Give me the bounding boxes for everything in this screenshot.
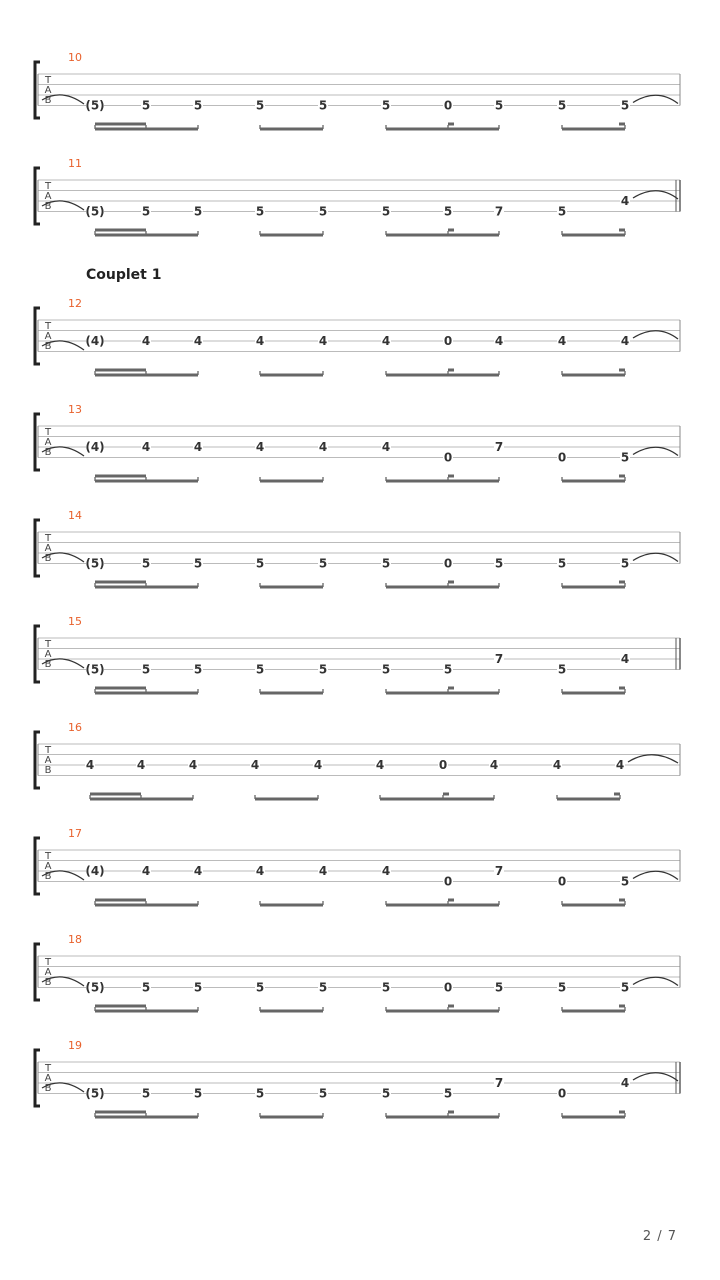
fret-number: 4 — [250, 758, 260, 772]
beam — [562, 904, 625, 907]
fret-number: 5 — [141, 1086, 151, 1101]
beam — [557, 798, 620, 801]
secondary-beam — [95, 687, 146, 690]
fret-number: 4 — [381, 334, 391, 348]
tab-system — [35, 509, 680, 589]
fret-number: 5 — [193, 556, 203, 571]
tab-system — [35, 933, 680, 1013]
secondary-beam — [619, 123, 625, 126]
fret-number: 7 — [494, 204, 504, 219]
secondary-beam — [448, 687, 454, 690]
section-label: Couplet 1 — [86, 267, 162, 283]
tab-clef-letter: T — [44, 1063, 52, 1074]
measure-number: 11 — [68, 157, 82, 170]
secondary-beam — [448, 123, 454, 126]
beam — [95, 586, 198, 589]
fret-number: 7 — [494, 864, 504, 878]
tab-clef-letter: B — [44, 765, 52, 776]
fret-number: 5 — [141, 556, 151, 571]
fret-number: 5 — [381, 98, 391, 113]
tab-system — [35, 51, 680, 131]
fret-number: 4 — [375, 758, 385, 772]
tab-clef-letter: T — [44, 957, 52, 968]
secondary-beam — [619, 581, 625, 584]
fret-number: 4 — [313, 758, 323, 772]
fret-number: 4 — [193, 864, 203, 878]
tab-clef-letter: A — [44, 967, 52, 978]
tie-out — [633, 331, 678, 339]
tie-out — [633, 447, 678, 455]
fret-number: (4) — [85, 334, 105, 348]
tab-clef-letter: T — [44, 75, 52, 86]
tab-system — [35, 157, 680, 237]
fret-number: 4 — [620, 334, 630, 348]
measure-number: 12 — [68, 297, 82, 310]
beam — [386, 480, 499, 483]
tab-system — [35, 721, 680, 801]
page-number: 2 / 7 — [642, 1229, 677, 1244]
secondary-beam — [95, 123, 146, 126]
beam — [90, 798, 193, 801]
fret-number: 4 — [489, 758, 499, 772]
fret-number: 5 — [193, 662, 203, 677]
fret-number: 5 — [255, 556, 265, 571]
fret-number: 7 — [494, 1076, 504, 1090]
fret-number: (4) — [85, 440, 105, 454]
fret-number: 0 — [443, 450, 453, 465]
fret-number: 0 — [557, 450, 567, 465]
beam — [260, 234, 323, 237]
fret-number: 4 — [494, 334, 504, 348]
fret-number: 4 — [557, 334, 567, 348]
beam — [95, 904, 198, 907]
beam — [95, 1116, 198, 1119]
fret-number: (5) — [85, 980, 105, 995]
fret-number: (4) — [85, 864, 105, 878]
tab-clef-letter: A — [44, 755, 52, 766]
secondary-beam — [448, 581, 454, 584]
fret-number: 4 — [615, 758, 625, 772]
fret-number: 4 — [255, 440, 265, 454]
tab-system — [35, 297, 680, 377]
fret-number: 7 — [494, 652, 504, 666]
fret-number: 5 — [557, 662, 567, 677]
tab-clef-letter: T — [44, 639, 52, 650]
beam — [562, 480, 625, 483]
fret-number: 4 — [85, 758, 95, 772]
fret-number: 0 — [443, 556, 453, 571]
secondary-beam — [448, 369, 454, 372]
fret-number: 0 — [443, 98, 453, 113]
beam — [95, 480, 198, 483]
secondary-beam — [95, 581, 146, 584]
beam — [260, 374, 323, 377]
fret-number: 4 — [136, 758, 146, 772]
beam — [386, 904, 499, 907]
fret-number: 5 — [255, 98, 265, 113]
fret-number: 4 — [193, 440, 203, 454]
beam — [386, 128, 499, 131]
secondary-beam — [95, 229, 146, 232]
tab-clef-letter: A — [44, 543, 52, 554]
measure-number: 13 — [68, 403, 82, 416]
fret-number: 5 — [620, 98, 630, 113]
fret-number: 0 — [443, 980, 453, 995]
fret-number: 5 — [443, 1086, 453, 1101]
beam — [260, 904, 323, 907]
fret-number: 5 — [620, 450, 630, 465]
fret-number: 4 — [381, 864, 391, 878]
beam — [260, 1116, 323, 1119]
fret-number: 0 — [443, 874, 453, 889]
fret-number: 5 — [255, 980, 265, 995]
tab-clef-letter: B — [44, 977, 52, 988]
secondary-beam — [95, 475, 146, 478]
fret-number: 5 — [557, 204, 567, 219]
fret-number: 5 — [620, 874, 630, 889]
fret-number: 5 — [318, 662, 328, 677]
fret-number: 5 — [557, 980, 567, 995]
tab-clef-letter: T — [44, 181, 52, 192]
fret-number: (5) — [85, 1086, 105, 1101]
beam — [95, 234, 198, 237]
fret-number: 0 — [438, 758, 448, 772]
fret-number: 4 — [193, 334, 203, 348]
fret-number: 5 — [381, 204, 391, 219]
secondary-beam — [90, 793, 141, 796]
measure-number: 14 — [68, 509, 82, 522]
secondary-beam — [448, 229, 454, 232]
tab-system — [35, 615, 680, 695]
fret-number: 4 — [141, 440, 151, 454]
beam — [260, 1010, 323, 1013]
tab-clef-letter: T — [44, 745, 52, 756]
beam — [562, 692, 625, 695]
fret-number: 5 — [494, 556, 504, 571]
tab-clef-letter: T — [44, 427, 52, 438]
secondary-beam — [443, 793, 449, 796]
tie-out — [633, 191, 678, 199]
secondary-beam — [448, 475, 454, 478]
tab-clef-letter: A — [44, 331, 52, 342]
fret-number: 0 — [557, 874, 567, 889]
tie-out — [633, 95, 678, 103]
fret-number: 5 — [193, 98, 203, 113]
beam — [386, 1116, 499, 1119]
beam — [260, 586, 323, 589]
fret-number: 5 — [318, 556, 328, 571]
fret-number: 0 — [443, 334, 453, 348]
beam — [380, 798, 494, 801]
fret-number: 5 — [443, 662, 453, 677]
secondary-beam — [619, 369, 625, 372]
fret-number: 5 — [494, 98, 504, 113]
secondary-beam — [619, 475, 625, 478]
secondary-beam — [614, 793, 620, 796]
fret-number: 4 — [620, 1076, 630, 1090]
tie-out — [628, 755, 678, 763]
fret-number: 5 — [318, 1086, 328, 1101]
tab-clef-letter: B — [44, 341, 52, 352]
tab-clef-letter: A — [44, 1073, 52, 1084]
fret-number: 5 — [381, 980, 391, 995]
fret-number: 5 — [318, 980, 328, 995]
tab-clef-letter: B — [44, 447, 52, 458]
beam — [95, 128, 198, 131]
measure-number: 17 — [68, 827, 82, 840]
fret-number: 5 — [193, 980, 203, 995]
fret-number: 5 — [381, 1086, 391, 1101]
measure-number: 19 — [68, 1039, 82, 1052]
fret-number: 4 — [318, 334, 328, 348]
tab-clef-letter: A — [44, 85, 52, 96]
beam — [260, 128, 323, 131]
fret-number: 4 — [318, 440, 328, 454]
fret-number: 5 — [381, 662, 391, 677]
beam — [386, 374, 499, 377]
beam — [386, 692, 499, 695]
fret-number: 5 — [141, 204, 151, 219]
secondary-beam — [619, 899, 625, 902]
beam — [562, 234, 625, 237]
fret-number: 5 — [255, 662, 265, 677]
measure-number: 15 — [68, 615, 82, 628]
fret-number: (5) — [85, 98, 105, 113]
tab-clef-letter: B — [44, 1083, 52, 1094]
tie-out — [633, 553, 678, 561]
beam — [95, 374, 198, 377]
fret-number: 7 — [494, 440, 504, 454]
fret-number: 5 — [318, 98, 328, 113]
fret-number: 4 — [318, 864, 328, 878]
fret-number: 4 — [141, 864, 151, 878]
beam — [562, 1010, 625, 1013]
tab-clef-letter: B — [44, 871, 52, 882]
tab-system — [35, 827, 680, 907]
secondary-beam — [619, 229, 625, 232]
fret-number: 4 — [620, 652, 630, 666]
fret-number: 5 — [494, 980, 504, 995]
beam — [260, 692, 323, 695]
secondary-beam — [448, 899, 454, 902]
fret-number: 5 — [557, 556, 567, 571]
fret-number: 5 — [620, 556, 630, 571]
fret-number: 5 — [255, 204, 265, 219]
beam — [562, 586, 625, 589]
beam — [386, 586, 499, 589]
secondary-beam — [448, 1111, 454, 1114]
secondary-beam — [95, 899, 146, 902]
tab-clef-letter: A — [44, 861, 52, 872]
measure-number: 10 — [68, 51, 82, 64]
tab-clef-letter: T — [44, 321, 52, 332]
fret-number: 5 — [141, 980, 151, 995]
beam — [562, 374, 625, 377]
tab-clef-letter: T — [44, 851, 52, 862]
fret-number: 5 — [557, 98, 567, 113]
fret-number: 5 — [443, 204, 453, 219]
fret-number: (5) — [85, 662, 105, 677]
secondary-beam — [95, 1005, 146, 1008]
fret-number: 4 — [188, 758, 198, 772]
beam — [95, 692, 198, 695]
tie-out — [633, 977, 678, 985]
tie-out — [633, 871, 678, 879]
measure-number: 16 — [68, 721, 82, 734]
secondary-beam — [619, 1005, 625, 1008]
tab-clef-letter: B — [44, 659, 52, 670]
fret-number: 5 — [381, 556, 391, 571]
secondary-beam — [95, 1111, 146, 1114]
fret-number: (5) — [85, 556, 105, 571]
tab-clef-letter: B — [44, 553, 52, 564]
tab-clef-letter: B — [44, 201, 52, 212]
beam — [562, 128, 625, 131]
beam — [260, 480, 323, 483]
secondary-beam — [619, 1111, 625, 1114]
beam — [95, 1010, 198, 1013]
beam — [386, 1010, 499, 1013]
tie-out — [633, 1073, 678, 1081]
fret-number: 5 — [141, 662, 151, 677]
fret-number: 4 — [381, 440, 391, 454]
secondary-beam — [95, 369, 146, 372]
fret-number: 4 — [255, 864, 265, 878]
beam — [386, 234, 499, 237]
measure-number: 18 — [68, 933, 82, 946]
secondary-beam — [448, 1005, 454, 1008]
tab-clef-letter: B — [44, 95, 52, 106]
tab-clef-letter: T — [44, 533, 52, 544]
fret-number: 5 — [318, 204, 328, 219]
fret-number: 5 — [620, 980, 630, 995]
tab-system — [35, 1039, 680, 1119]
fret-number: 5 — [255, 1086, 265, 1101]
fret-number: 0 — [557, 1086, 567, 1101]
fret-number: 5 — [193, 204, 203, 219]
tab-system — [35, 403, 680, 483]
secondary-beam — [619, 687, 625, 690]
fret-number: 4 — [255, 334, 265, 348]
beam — [255, 798, 318, 801]
fret-number: 5 — [141, 98, 151, 113]
beam — [562, 1116, 625, 1119]
fret-number: 4 — [552, 758, 562, 772]
fret-number: 4 — [141, 334, 151, 348]
fret-number: 5 — [193, 1086, 203, 1101]
tab-clef-letter: A — [44, 649, 52, 660]
fret-number: (5) — [85, 204, 105, 219]
tab-clef-letter: A — [44, 437, 52, 448]
tab-clef-letter: A — [44, 191, 52, 202]
fret-number: 4 — [620, 194, 630, 208]
